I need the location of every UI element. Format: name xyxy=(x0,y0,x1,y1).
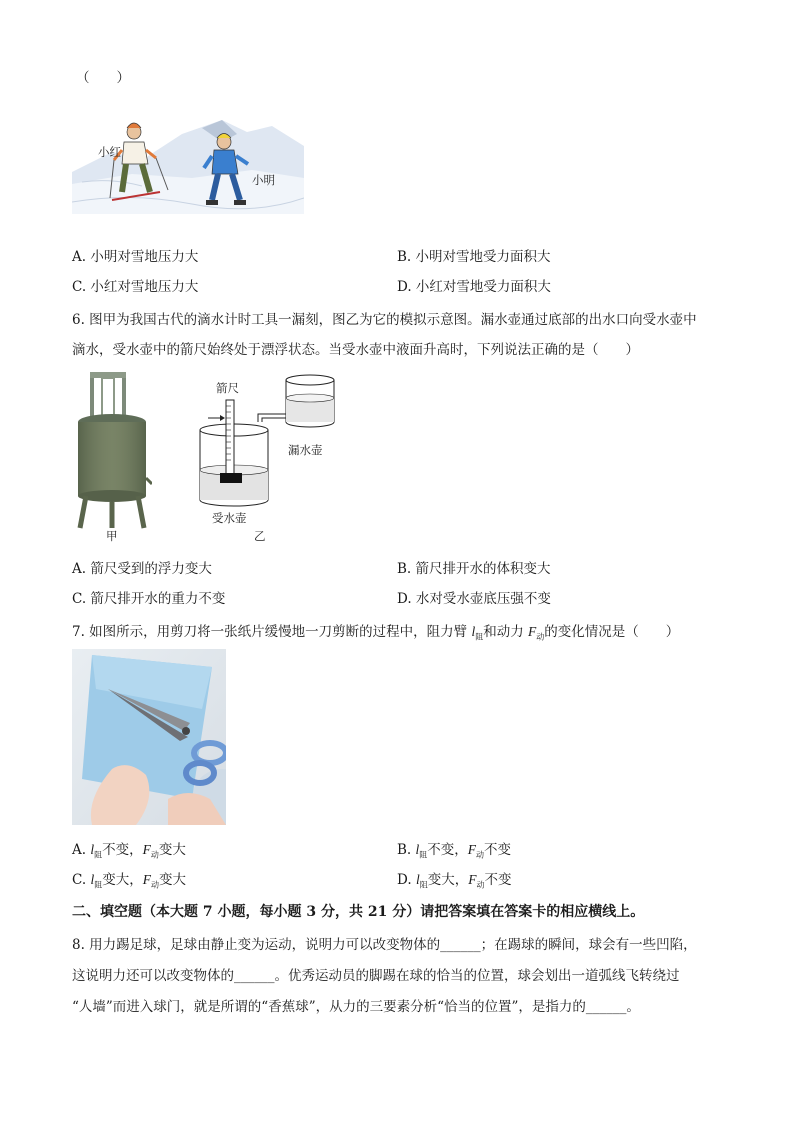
section2-heading: 二、填空题（本大题 7 小题，每小题 3 分，共 21 分）请把答案填在答案卡的相应横线上。 xyxy=(72,904,645,920)
q8-line3: “人墙”而进入球门，就是所谓的“香蕉球”，从力的三要素分析“恰当的位置”，是指力的______。 xyxy=(72,999,640,1015)
q6-option-c: C. 箭尺排开水的重力不变 xyxy=(72,591,226,607)
q7-scissors-photo xyxy=(72,649,226,825)
q6-figure-yi xyxy=(196,372,336,544)
q7-option-d: D. $l_阻$变大，$F_动$不变 xyxy=(397,872,512,890)
label-shoushuihu: 受水壶 xyxy=(212,511,247,525)
q6-option-a: A. 箭尺受到的浮力变大 xyxy=(72,561,212,577)
label-loushuihu: 漏水壶 xyxy=(288,443,323,457)
q6-figure-jia xyxy=(72,368,152,544)
label-yi: 乙 xyxy=(254,529,266,543)
q7-l-subscript: 阻 xyxy=(475,632,484,642)
q7-stem-part-a: 7. 如图所示，用剪刀将一张纸片缓慢地一刀剪断的过程中，阻力臂 xyxy=(72,624,472,640)
q7-f-subscript: 动 xyxy=(536,632,545,642)
label-jia: 甲 xyxy=(106,529,118,543)
q7-option-b: B. $l_阻$不变，$F_动$不变 xyxy=(397,842,512,860)
q8-line1: 8. 用力踢足球，足球由静止变为运动，说明力可以改变物体的______；在踢球的瞬间，球会有一些凹陷， xyxy=(72,937,697,953)
q5-option-b: B. 小明对雪地受力面积大 xyxy=(397,249,551,265)
label-xiaohong: 小红 xyxy=(98,145,121,159)
q8-line2: 这说明力还可以改变物体的______。优秀运动员的脚踢在球的恰当的位置，球会划出一道弧线飞转绕过 xyxy=(72,968,680,984)
label-xiaoming: 小明 xyxy=(252,173,275,187)
q5-option-a: A. 小明对雪地压力大 xyxy=(72,249,199,265)
q7-stem-part-b: 和动力 xyxy=(483,624,529,640)
q6-option-d: D. 水对受水壶底压强不变 xyxy=(397,591,551,607)
q7-option-a: A. $l_阻$不变，$F_动$变大 xyxy=(72,842,186,860)
q7-stem-part-c: 的变化情况是（ ） xyxy=(544,624,680,640)
q7-stem xyxy=(72,620,679,643)
q7-option-c: C. $l_阻$变大，$F_动$变大 xyxy=(72,872,186,890)
q6-stem-line2: 滴水，受水壶中的箭尺始终处于漂浮状态。当受水壶中液面升高时，下列说法正确的是（ ） xyxy=(72,342,639,358)
q5-answer-bracket: （ ） xyxy=(76,70,130,86)
q5-option-d: D. 小红对雪地受力面积大 xyxy=(397,279,551,295)
q7-l-symbol: l xyxy=(471,624,476,639)
q5-skiing-figure xyxy=(72,112,304,214)
q6-option-b: B. 箭尺排开水的体积变大 xyxy=(397,561,551,577)
q5-option-c: C. 小红对雪地压力大 xyxy=(72,279,199,295)
label-jianchi: 箭尺 xyxy=(216,381,239,395)
q6-stem-line1: 6. 图甲为我国古代的滴水计时工具一漏刻，图乙为它的模拟示意图。漏水壶通过底部的出水口向受水壶中 xyxy=(72,312,697,328)
q7-f-symbol: F xyxy=(528,624,537,639)
